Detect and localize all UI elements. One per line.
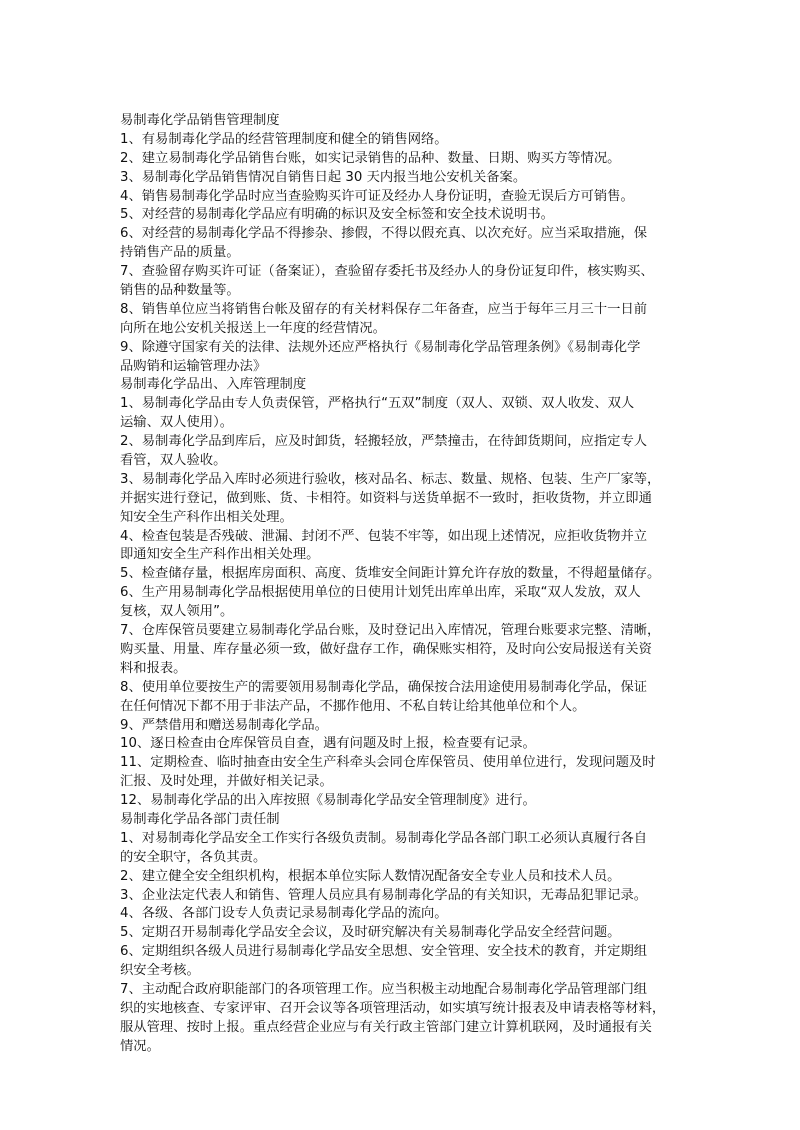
section-heading: 易制毒化学品各部门责任制 [120, 811, 280, 827]
text-line: 5、定期召开易制毒化学品安全会议，及时研究解决有关易制毒化学品安全经营问题。 [120, 925, 621, 941]
text-line: 2、建立易制毒化学品销售台账，如实记录销售的品种、数量、日期、购买方等情况。 [120, 150, 621, 166]
text-line: 7、查验留存购买许可证（备案证），查验留存委托书及经办人的身份证复印件，核实购买、 [120, 264, 654, 280]
section-heading: 易制毒化学品销售管理制度 [120, 113, 280, 128]
text-line: 9、严禁借用和赠送易制毒化学品。 [120, 717, 328, 733]
text-line: 并据实进行登记，做到账、货、卡相符。如资料与送货单据不一致时，拒收货物，并立即通 [120, 490, 652, 506]
text-line: 2、建立健全安全组织机构，根据本单位实际人数情况配备安全专业人员和技术人员。 [120, 868, 621, 884]
text-line: 料和报表。 [120, 660, 187, 676]
text-line: 知安全生产科作出相关处理。 [120, 509, 293, 525]
section-heading: 易制毒化学品出、入库管理制度 [120, 377, 307, 393]
text-line: 11、定期检查、临时抽查由安全生产科牵头会同仓库保管员、使用单位进行，发现问题及时 [120, 755, 656, 771]
text-line: 6、定期组织各级人员进行易制毒化学品安全思想、安全管理、安全技术的教育，并定期组 [120, 944, 648, 960]
text-line: 3、企业法定代表人和销售、管理人员应具有易制毒化学品的有关知识，无毒品犯罪记录。 [120, 887, 648, 903]
text-line: 7、仓库保管员要建立易制毒化学品台账，及时登记出入库情况，管理台账要求完整、清晰， [120, 623, 661, 639]
text-line: 1、有易制毒化学品的经营管理制度和健全的销售网络。 [120, 131, 448, 147]
text-line: 8、销售单位应当将销售台帐及留存的有关材料保存二年备查，应当于每年三月三十一日前 [120, 301, 648, 317]
text-line: 运输、双人使用）。 [120, 415, 234, 431]
text-line: 销售的品种数量等。 [120, 283, 240, 299]
text-line: 即通知安全生产科作出相关处理。 [120, 547, 320, 563]
text-line: 品购销和运输管理办法》 [120, 358, 267, 374]
text-line: 汇报、及时处理，并做好相关记录。 [120, 774, 333, 790]
section-warehouse-management [120, 376, 692, 810]
text-line: 4、销售易制毒化学品时应当查验购买许可证及经办人身份证明，查验无误后方可销售。 [120, 188, 634, 204]
text-line: 的安全职守，各负其责。 [120, 849, 267, 865]
text-line: 购买量、用量、库存量必须一致，做好盘存工作，确保账实相符，及时向公安局报送有关资 [120, 641, 652, 657]
text-line: 情况。 [120, 1038, 160, 1054]
text-line: 看管，双人验收。 [120, 453, 227, 469]
text-line: 6、生产用易制毒化学品根据使用单位的日使用计划凭出库单出库，采取“双人发放，双人 [120, 585, 641, 601]
text-line: 10、逐日检查由仓库保管员自查，遇有问题及时上报，检查要有记录。 [120, 736, 536, 752]
text-line: 4、检查包装是否残破、泄漏、封闭不严、包装不牢等，如出现上述情况，应拒收货物并立 [120, 528, 648, 544]
text-line: 12、易制毒化学品的出入库按照《易制毒化学品安全管理制度》进行。 [120, 793, 536, 809]
text-line: 3、易制毒化学品入库时必须进行验收，核对品名、标志、数量、规格、包装、生产厂家等， [120, 471, 661, 487]
text-line: 7、主动配合政府职能部门的各项管理工作。应当积极主动地配合易制毒化学品管理部门组 [120, 981, 648, 997]
text-line: 复核，双人领用”。 [120, 604, 234, 620]
text-line: 9、除遵守国家有关的法律、法规外还应严格执行《易制毒化学品管理条例》《易制毒化学 [120, 339, 641, 355]
text-line: 6、对经营的易制毒化学品不得掺杂、掺假，不得以假充真、以次充好。应当采取措施，保 [120, 226, 648, 242]
text-line: 5、检查储存量，根据库房面积、高度、货堆安全间距计算允许存放的数量，不得超量储存。 [120, 566, 661, 582]
text-line: 织的实地核查、专家评审、召开会议等各项管理活动，如实填写统计报表及申请表格等材料， [120, 1000, 666, 1016]
text-line: 织安全考核。 [120, 963, 200, 979]
text-line: 5、对经营的易制毒化学品应有明确的标识及安全标签和安全技术说明书。 [120, 207, 554, 223]
text-line: 2、易制毒化学品到库后，应及时卸货，轻搬轻放，严禁撞击，在待卸货期间，应指定专人 [120, 434, 648, 450]
text-line: 服从管理、按时上报。重点经营企业应与有关行政主管部门建立计算机联网，及时通报有关 [120, 1019, 652, 1035]
text-line: 4、各级、各部门设专人负责记录易制毒化学品的流向。 [120, 906, 448, 922]
text-line: 1、对易制毒化学品安全工作实行各级负责制。易制毒化学品各部门职工必须认真履行各自 [120, 830, 648, 846]
text-line: 持销售产品的质量。 [120, 245, 240, 261]
section-department-responsibility [120, 811, 692, 1057]
text-line: 在任何情况下都不用于非法产品，不挪作他用、不私自转让给其他单位和个人。 [120, 698, 586, 714]
text-line: 向所在地公安机关报送上一年度的经营情况。 [120, 320, 386, 336]
text-line: 3、易制毒化学品销售情况自销售日起 30 天内报当地公安机关备案。 [120, 169, 527, 185]
section-sales-management [120, 112, 692, 376]
document-body [120, 112, 692, 1057]
text-line: 1、易制毒化学品由专人负责保管，严格执行“五双”制度（双人、双锁、双人收发、双人 [120, 396, 635, 412]
text-line: 8、使用单位要按生产的需要领用易制毒化学品，确保按合法用途使用易制毒化学品，保证 [120, 679, 648, 695]
